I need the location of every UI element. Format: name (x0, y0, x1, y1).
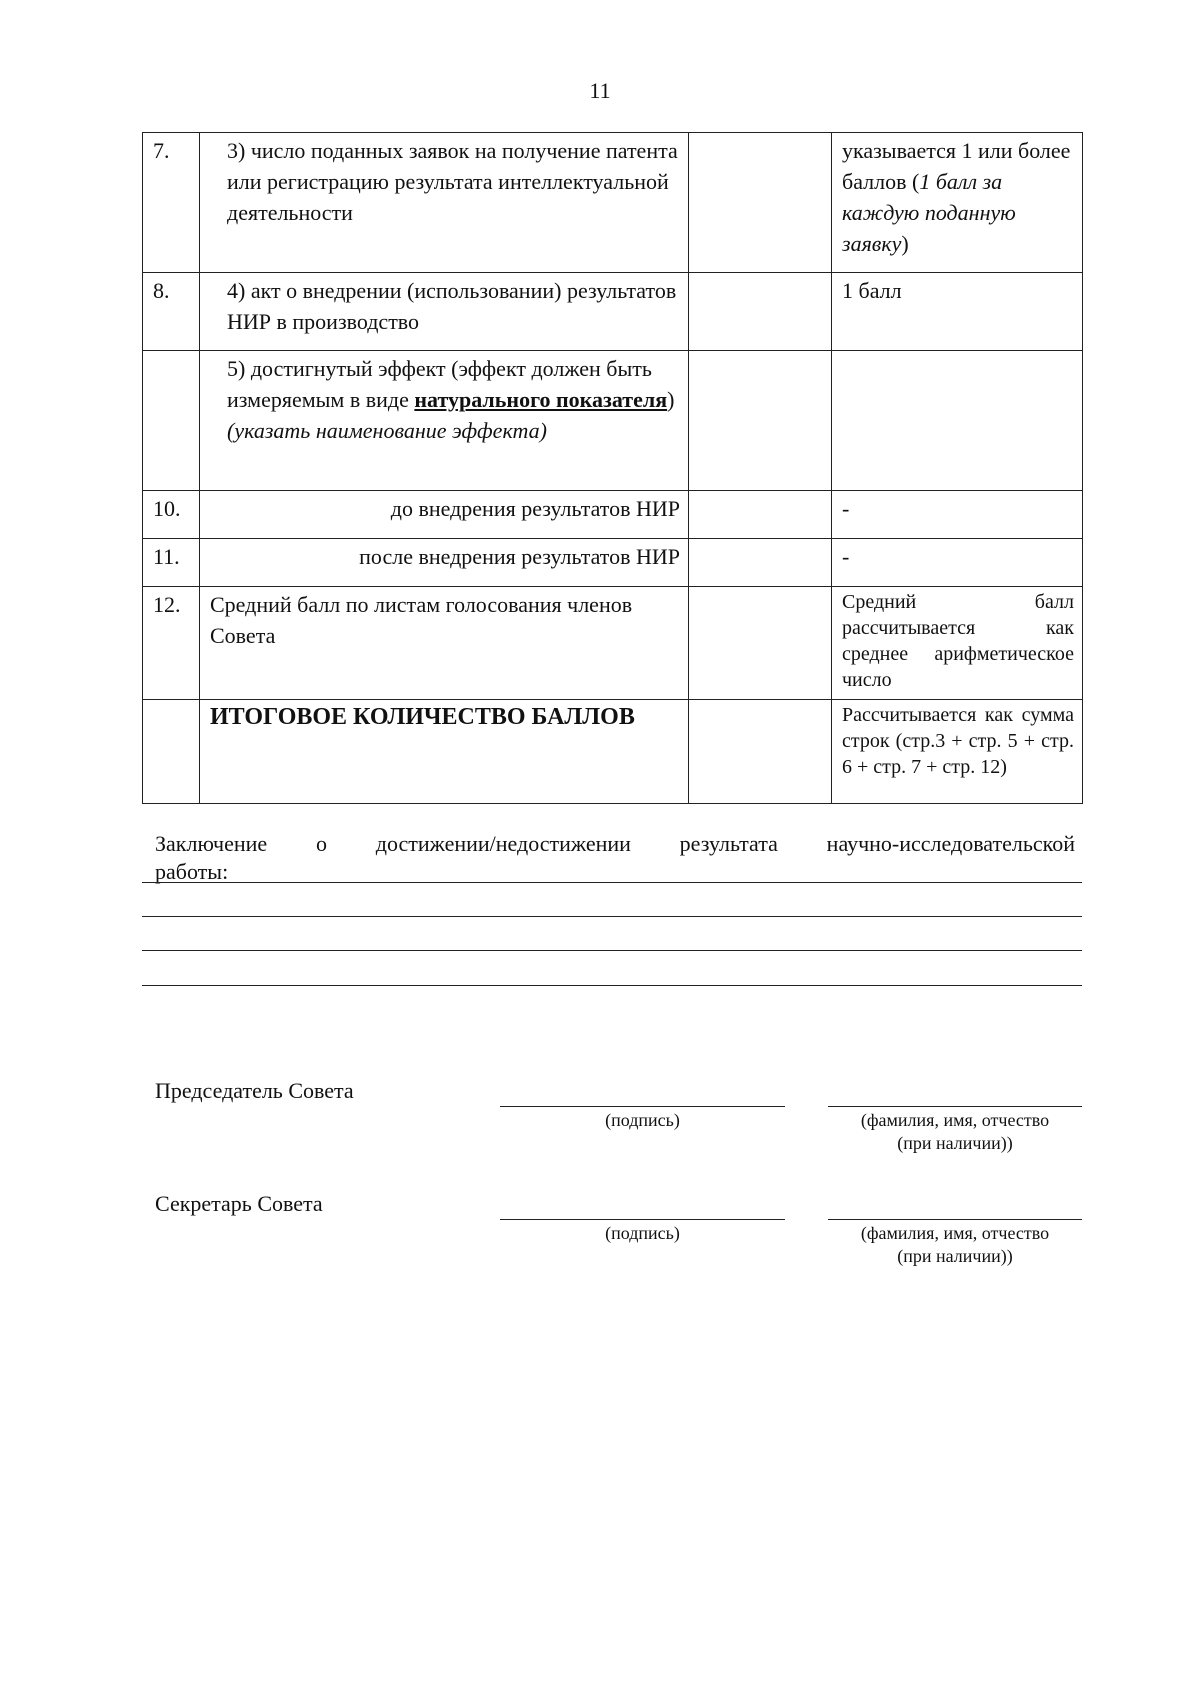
table-row (143, 587, 1083, 700)
row-description: 3) число поданных заявок на получение патента или регистрацию результата интеллектуальной деятельности (200, 133, 689, 273)
name-caption-line2: (при наличии)) (897, 1246, 1013, 1266)
name-caption-line1: (фамилия, имя, отчество (860, 1223, 1050, 1243)
row-note (832, 133, 1083, 273)
conclusion-line (142, 916, 1082, 917)
signature-caption: (подпись) (605, 1223, 680, 1243)
row-description: до внедрения результатов НИР (200, 491, 689, 539)
chair-label: Председатель Совета (155, 1078, 354, 1103)
row-number: 12. (143, 587, 200, 700)
row-number: 8. (143, 273, 200, 351)
name-caption (828, 1109, 1082, 1155)
row-score-cell (689, 700, 832, 804)
table-row (143, 539, 1083, 587)
note-italic-text: 1 балл за каждую поданную заявку (842, 169, 1016, 256)
signature-caption: (подпись) (605, 1110, 680, 1130)
row-note: - (832, 491, 1083, 539)
table-row (143, 700, 1083, 804)
row-score-cell (689, 587, 832, 700)
row-number (143, 700, 200, 804)
conclusion-line (142, 882, 1082, 883)
conclusion-label-end: работы: (155, 859, 229, 884)
row-description: ИТОГОВОЕ КОЛИЧЕСТВО БАЛЛОВ (200, 700, 689, 804)
note-text: указывается 1 или более баллов ( (842, 138, 1071, 194)
desc-text: 5) достигнутый эффект (эффект должен быть измеряемым в виде (227, 356, 652, 412)
chair-name-line (828, 1106, 1082, 1107)
table-row (143, 351, 1083, 491)
page-number: 11 (589, 78, 611, 103)
name-caption-line1: (фамилия, имя, отчество (860, 1110, 1050, 1130)
row-score-cell (689, 273, 832, 351)
row-description: Средний балл по листам голосования членов Совета (200, 587, 689, 700)
row-score-cell (689, 539, 832, 587)
scoring-table (142, 132, 1083, 804)
row-note: Средний балл рассчитывается как среднее арифметическое число (832, 587, 1083, 700)
secretary-label: Секретарь Совета (155, 1191, 323, 1216)
secretary-signature-line (500, 1219, 785, 1220)
row-note (832, 351, 1083, 491)
note-end-text: ) (901, 231, 909, 256)
row-score-cell (689, 133, 832, 273)
row-description: после внедрения результатов НИР (200, 539, 689, 587)
table-row (143, 273, 1083, 351)
row-number: 11. (143, 539, 200, 587)
desc-text-b: ) (667, 387, 675, 412)
row-description (200, 351, 689, 491)
row-note: 1 балл (832, 273, 1083, 351)
conclusion-label: Заключение о достижении/недостижении результата научно-исследовательской (155, 831, 1075, 856)
secretary-name-line (828, 1219, 1082, 1220)
row-note: - (832, 539, 1083, 587)
row-number (143, 351, 200, 491)
name-caption (828, 1222, 1082, 1268)
chair-signature-line (500, 1106, 785, 1107)
row-description: 4) акт о внедрении (использовании) результатов НИР в производство (200, 273, 689, 351)
row-number: 10. (143, 491, 200, 539)
row-score-cell (689, 491, 832, 539)
name-caption-line2: (при наличии)) (897, 1133, 1013, 1153)
row-note: Рассчитывается как сумма строк (стр.3 + стр. 5 + стр. 6 + стр. 7 + стр. 12) (832, 700, 1083, 804)
table-row (143, 491, 1083, 539)
row-score-cell (689, 351, 832, 491)
desc-bold-text: натурального показателя (414, 387, 668, 412)
desc-italic-text: (указать наименование эффекта) (227, 418, 547, 443)
conclusion-line (142, 985, 1082, 986)
row-number: 7. (143, 133, 200, 273)
table-row (143, 133, 1083, 273)
conclusion-line (142, 950, 1082, 951)
